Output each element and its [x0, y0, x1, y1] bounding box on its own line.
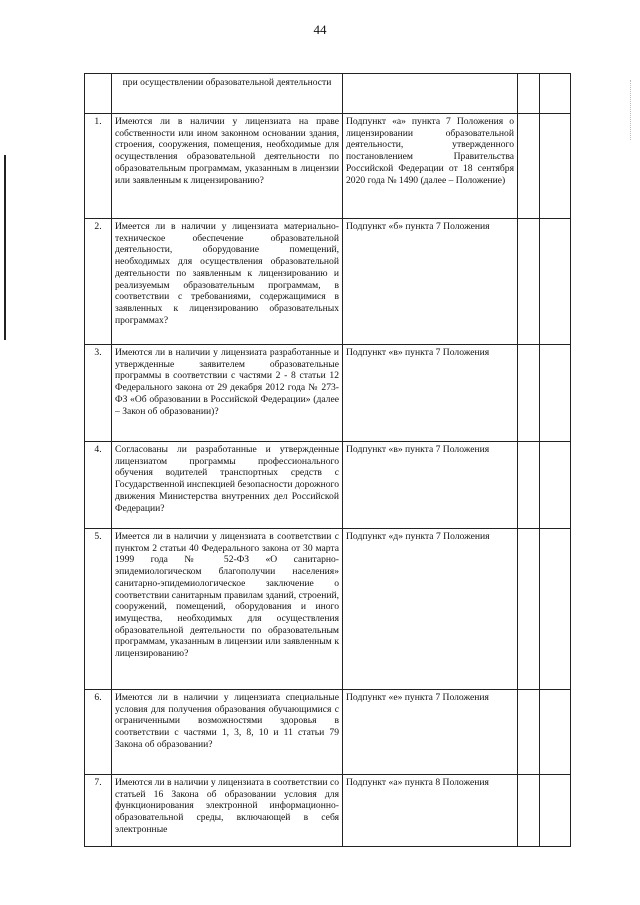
checklist-table [84, 73, 571, 847]
row-number: 2. [85, 219, 112, 345]
question-text: Имеются ли в наличии у лицензиата в соответствии со статьей 16 Закона об образовании условия для функционирования электронной информационно-образовательной среды, включающей в себя электронные [112, 775, 343, 847]
row-number: 5. [85, 529, 112, 690]
table-row [85, 775, 571, 847]
table-row [85, 345, 571, 442]
question-text: Имеется ли в наличии у лицензиата материально-техническое обеспечение образовательной деятельности, оборудование помещений, необходимых для осуществления образовательной деятельности по заявленным к лицензированию и реализуемым образовательным программам, в соответствии с требованиями, содержащимися в заявленных к лицензированию образовательных программах? [112, 219, 343, 345]
table-row [85, 442, 571, 529]
answer-cell [518, 114, 540, 219]
row-number: 4. [85, 442, 112, 529]
row-number-cell [85, 74, 112, 114]
table-row [85, 529, 571, 690]
table-row [85, 114, 571, 219]
legal-basis-text: Подпункт «а» пункта 7 Положения о лицензировании образовательной деятельности, утвержденного постановлением Правительства Российской Федерации от 18 сентября 2020 года № 1490 (далее – Положение) [343, 114, 518, 219]
scan-dotted-mark [630, 80, 632, 140]
legal-basis-text: Подпункт «а» пункта 8 Положения [343, 775, 518, 847]
note-cell [540, 775, 571, 847]
question-text: Имеются ли в наличии у лицензиата специальные условия для получения образования обучающимися с ограниченными возможностями здоровья в соответствии с частями 1, 3, 8, 10 и 11 статьи 79 Закона об образовании? [112, 690, 343, 775]
row-number: 1. [85, 114, 112, 219]
answer-cell [518, 529, 540, 690]
note-cell [540, 114, 571, 219]
question-text: Имеется ли в наличии у лицензиата в соответствии с пунктом 2 статьи 40 Федерального закона от 30 марта 1999 года № 52-ФЗ «О санитарно-эпидемиологическом благополучии населения» санитарно-эпидемиологическое заключение о соответствии санитарным правилам зданий, строений, сооружений, помещений, оборудования и иного имущества, необходимых для осуществления образовательной деятельности по образовательным программам, указанным в лицензии или заявленным к лицензированию? [112, 529, 343, 690]
legal-basis-text: Подпункт «д» пункта 7 Положения [343, 529, 518, 690]
row-number: 7. [85, 775, 112, 847]
note-cell [540, 219, 571, 345]
legal-basis-text: Подпункт «в» пункта 7 Положения [343, 345, 518, 442]
answer-cell [518, 345, 540, 442]
answer-cell [518, 775, 540, 847]
scan-margin-mark [4, 155, 6, 340]
table-row-continuation [85, 74, 571, 114]
note-cell [540, 690, 571, 775]
legal-basis-text: Подпункт «е» пункта 7 Положения [343, 690, 518, 775]
note-cell [540, 529, 571, 690]
row-number: 3. [85, 345, 112, 442]
row-number: 6. [85, 690, 112, 775]
answer-cell [518, 219, 540, 345]
question-cell: при осуществлении образовательной деятельности [112, 74, 343, 114]
table-row [85, 690, 571, 775]
question-text: Имеются ли в наличии у лицензиата на праве собственности или ином законном основании здания, строения, сооружения, помещения, необходимые для осуществления образовательной деятельности по образовательным программам, указанным в лицензии или заявленным к лицензированию? [112, 114, 343, 219]
note-cell [540, 345, 571, 442]
question-text: Согласованы ли разработанные и утвержденные лицензиатом программы профессионального обучения водителей транспортных средств с Государственной инспекцией безопасности дорожного движения Министерства внутренних дел Российской Федерации? [112, 442, 343, 529]
answer-cell [518, 690, 540, 775]
legal-basis-text: Подпункт «в» пункта 7 Положения [343, 442, 518, 529]
note-cell [540, 74, 571, 114]
table-row [85, 219, 571, 345]
answer-cell [518, 74, 540, 114]
question-text: Имеются ли в наличии у лицензиата разработанные и утвержденные заявителем образовательные программы в соответствии с частями 2 - 8 статьи 12 Федерального закона от 29 декабря 2012 года № 273-ФЗ «Об образовании в Российской Федерации» (далее – Закон об образовании)? [112, 345, 343, 442]
page-number: 44 [313, 22, 327, 37]
note-cell [540, 442, 571, 529]
legal-basis-text: Подпункт «б» пункта 7 Положения [343, 219, 518, 345]
answer-cell [518, 442, 540, 529]
basis-cell [343, 74, 518, 114]
